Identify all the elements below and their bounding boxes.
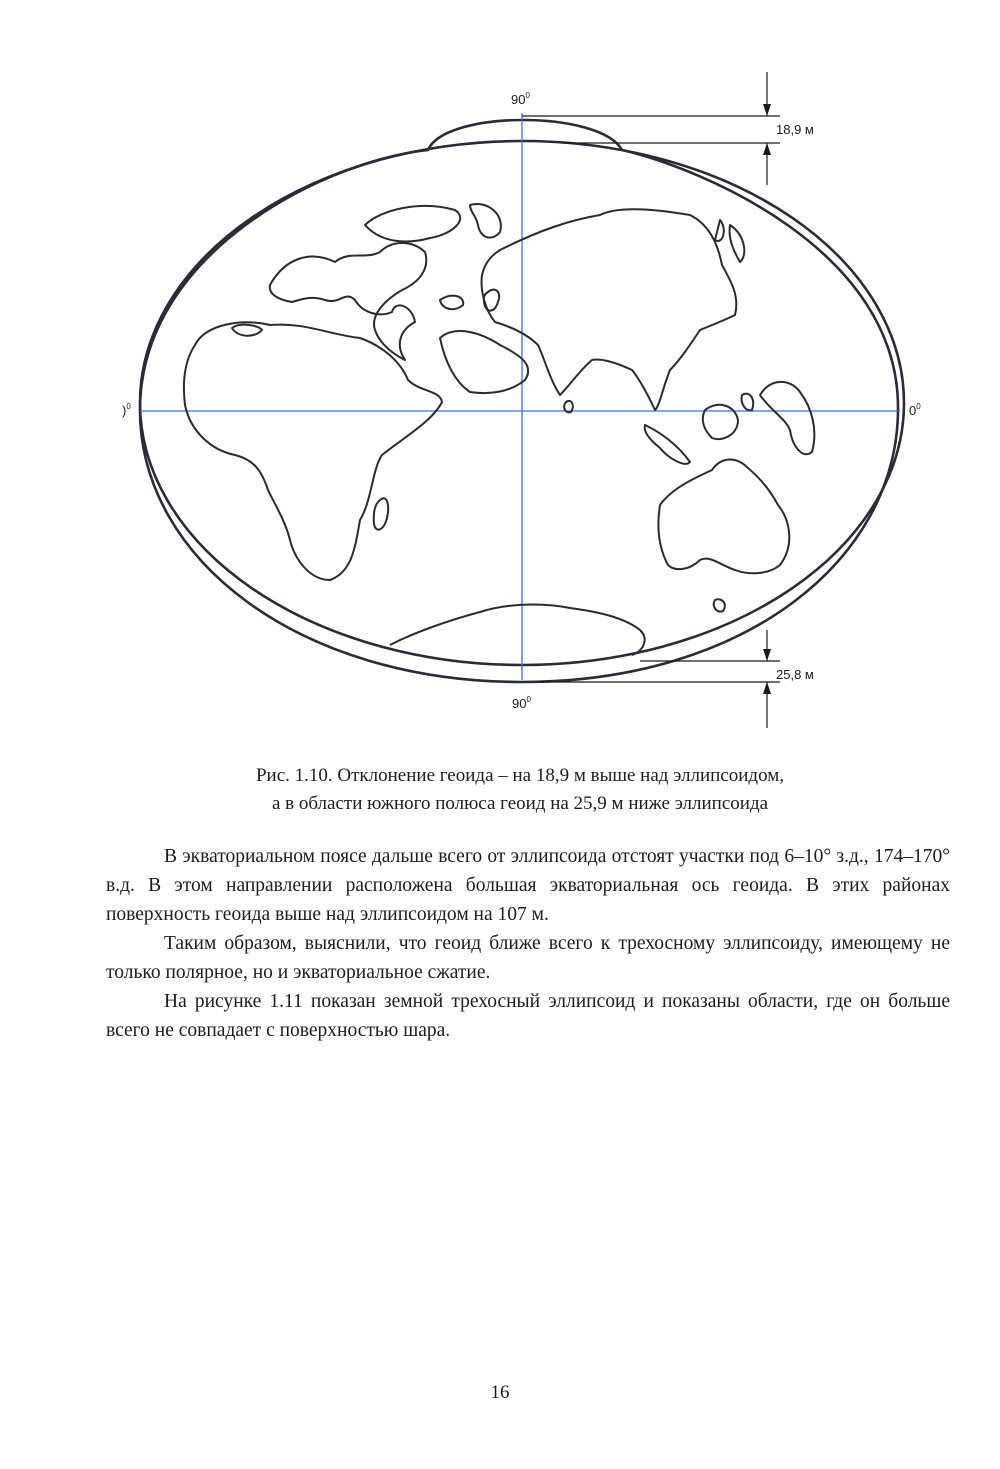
antarctica-outline [390, 605, 645, 655]
madagascar-outline [374, 498, 388, 529]
tasmania-outline [714, 599, 725, 611]
caption-line-2: а в области южного полюса геоид на 25,9 м ниже эллипсоида [271, 793, 769, 814]
philippines-outline [742, 394, 754, 411]
body-text [106, 842, 950, 1045]
novaya-zemlya-outline [470, 204, 501, 238]
iceland-outline [232, 325, 262, 336]
africa-outline [184, 322, 442, 580]
geoid-outline [140, 120, 898, 682]
paragraph-2: Таким образом, выяснили, что геоид ближе всего к трехосному эллипсоиду, имеющему не только полярное, но и экваториальное сжатие. [106, 933, 950, 983]
australia-outline [658, 460, 789, 574]
equator-left-label: )$^0$ [122, 402, 131, 418]
borneo-outline [703, 405, 738, 439]
scandinavia-outline [365, 206, 460, 242]
paragraph-3: На рисунке 1.11 показан земной трехосный эллипсоид и показаны области, где он больше всего не совпадает с поверхностью шара. [106, 991, 950, 1041]
page-number: 16 [490, 1382, 510, 1403]
kamchatka-outline [715, 220, 724, 241]
caption-line-1: Рис. 1.10. Отклонение геоида – на 18,9 м выше над эллипсоидом, [255, 765, 784, 786]
europe-outline [270, 243, 427, 360]
continents [184, 204, 814, 655]
north-deviation-label: 18,9 м [776, 122, 814, 137]
new-guinea-outline [760, 382, 814, 454]
south-pole-label: $90^0$ [512, 695, 531, 711]
japan-outline [730, 225, 745, 262]
asia-outline [482, 209, 737, 410]
sumatra-outline [645, 425, 690, 464]
black-sea-outline [440, 296, 463, 309]
north-pole-label: $90^0$ [511, 91, 530, 107]
figure-caption [120, 762, 920, 818]
arabia-outline [440, 331, 528, 393]
paragraph-1: В экваториальном поясе дальше всего от эллипсоида отстоят участки под 6–10° з.д., 174–170° в.д. В этом направлении расположена большая экваториальная ось геоида. В этих районах поверхность геоида выше над эллипсоидом на 107 м. [106, 846, 950, 925]
caspian-outline [484, 290, 499, 311]
equator-right-label: $0^0$ [909, 402, 921, 418]
south-deviation-label: 25,8 м [776, 667, 814, 682]
